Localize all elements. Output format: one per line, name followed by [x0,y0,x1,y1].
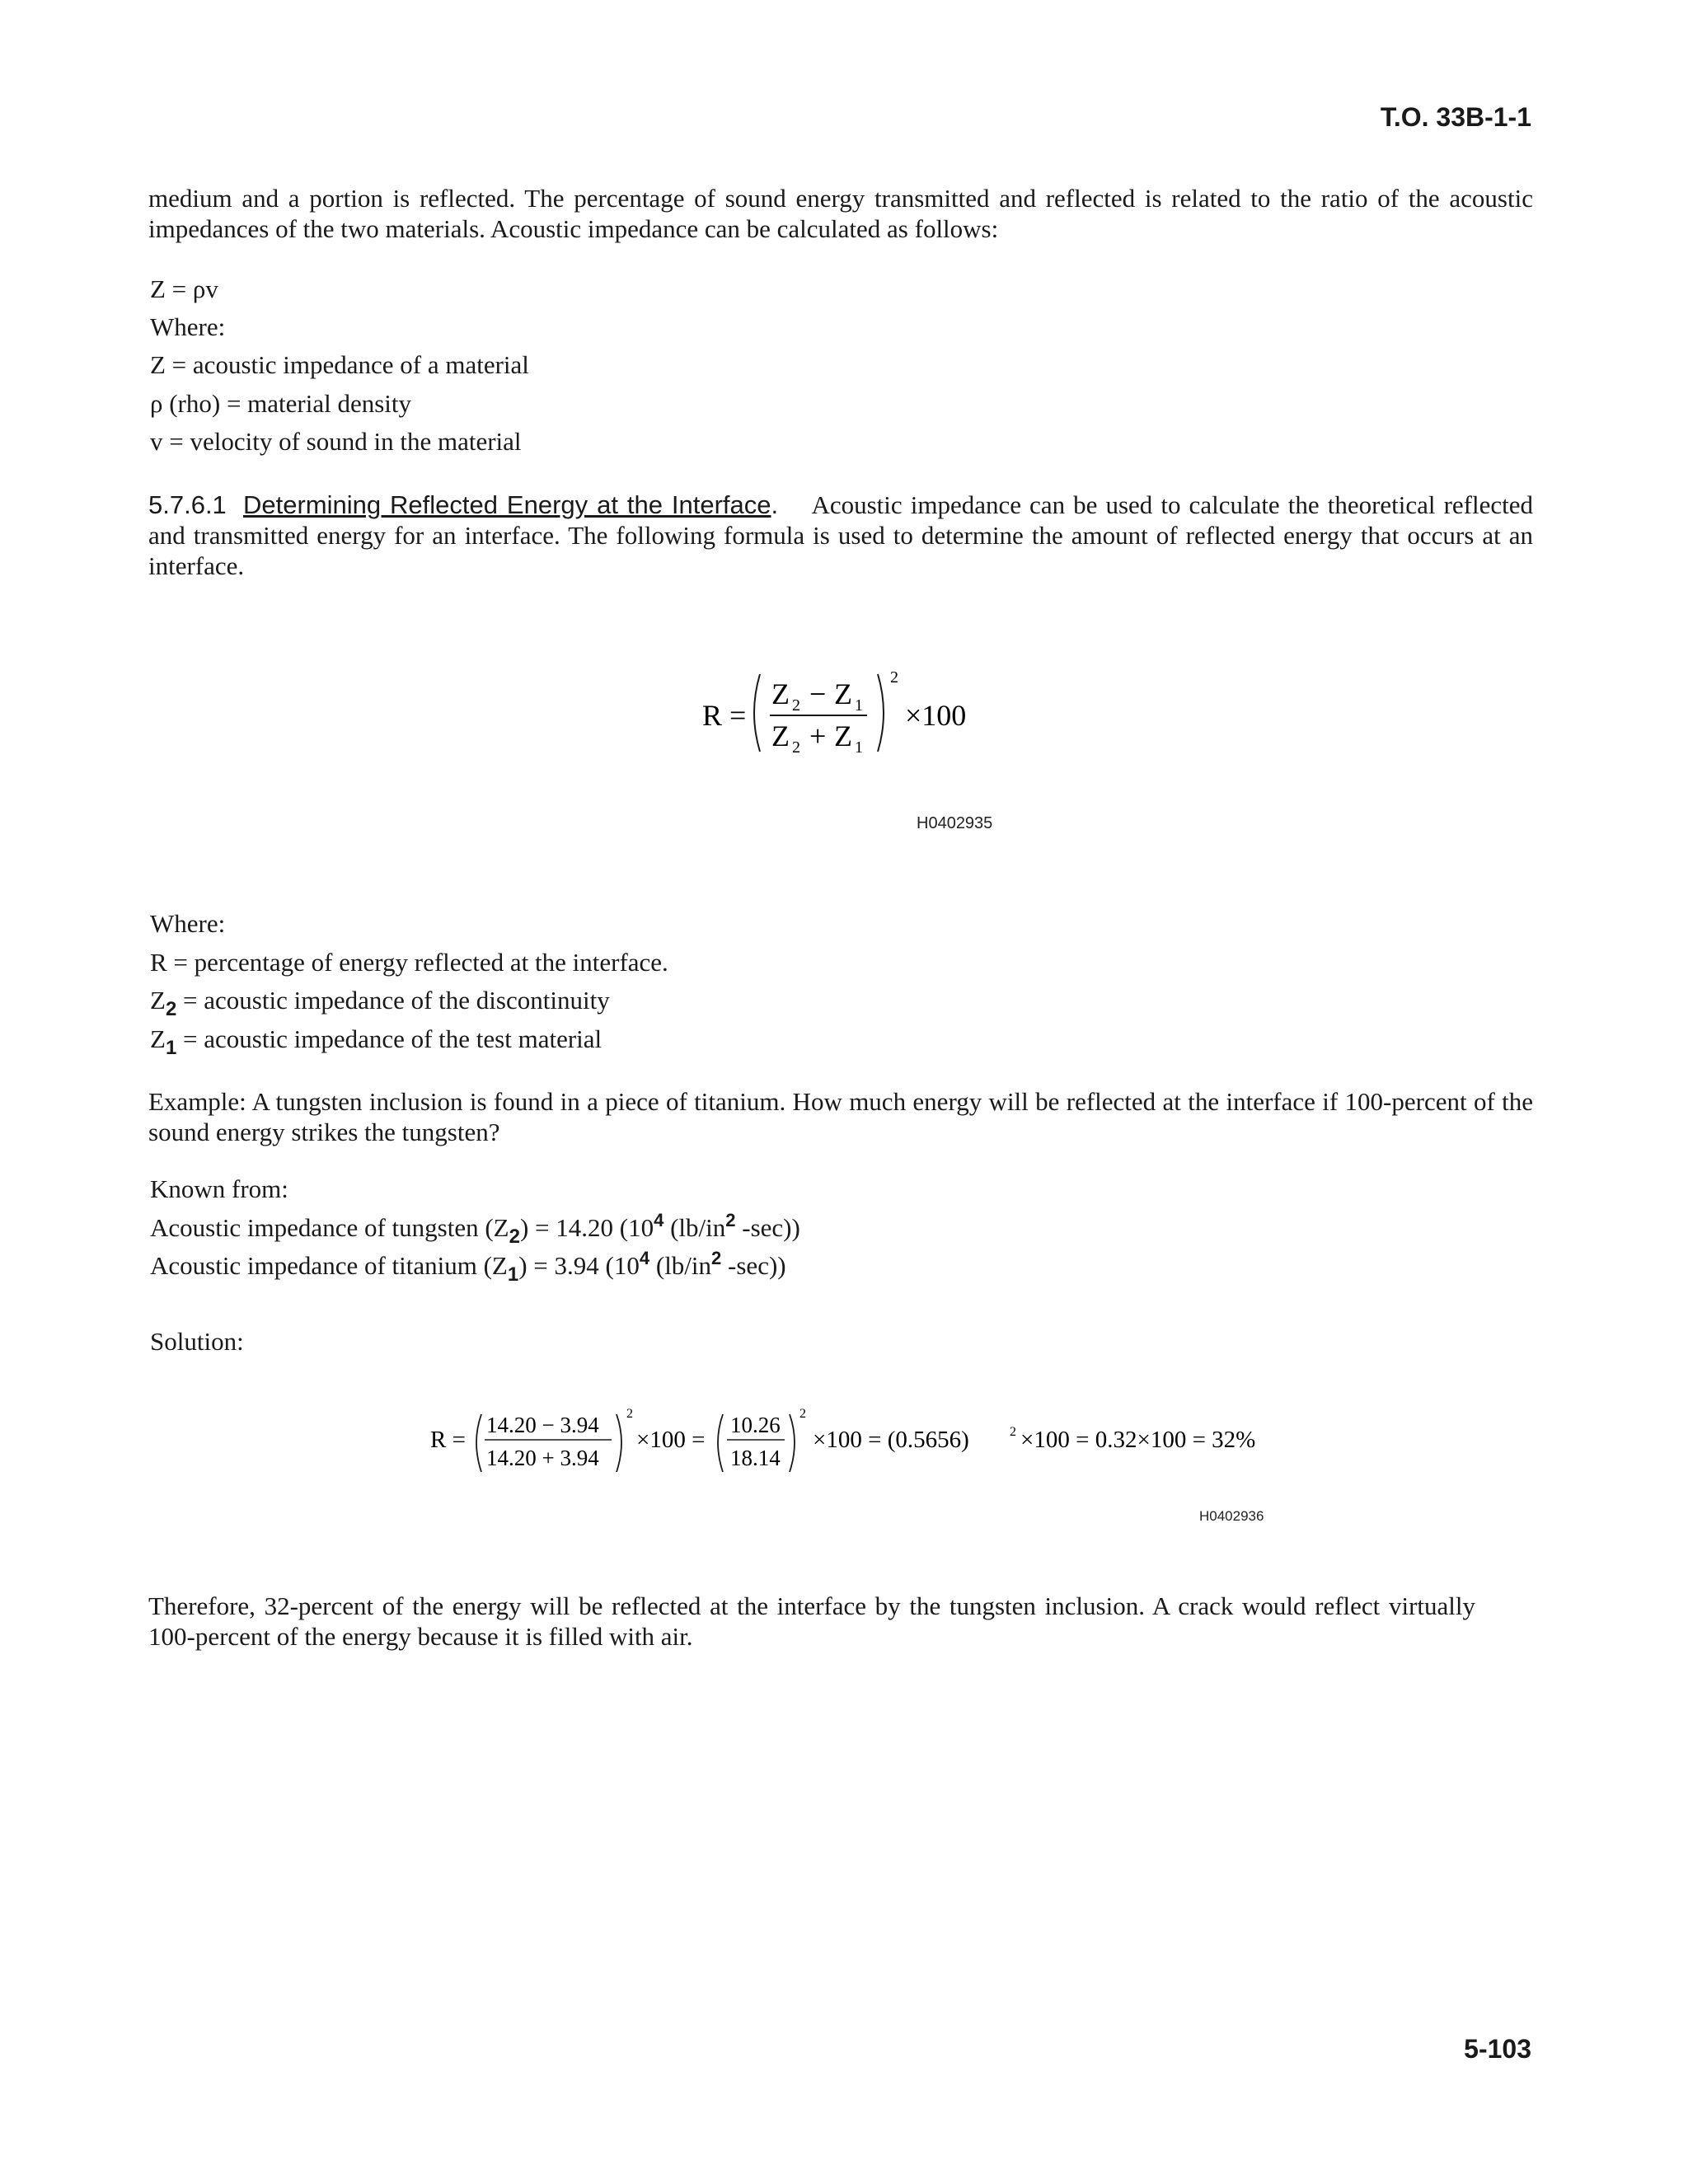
definition-z: Z = acoustic impedance of a material [150,350,529,379]
solution-numerator-2: 10.26 [730,1413,781,1437]
impedance-equation: Z = ρv [150,274,218,303]
tungsten-subscript: 2 [509,1226,520,1248]
where-label-2: Where: [150,909,226,938]
left-paren [754,674,760,752]
tungsten-unit: (lb/in [663,1213,726,1242]
solution-left-paren-1 [476,1414,481,1472]
denominator-z1-sub: 1 [855,738,863,757]
figure-id-2: H0402936 [1199,1508,1264,1524]
titanium-suffix: -sec)) [721,1251,786,1280]
definition-v: v = velocity of sound in the material [150,427,522,456]
figure-id-1: H0402935 [917,814,993,832]
titanium-value: ) = 3.94 (10 [518,1251,640,1280]
numerator-z1-sub: 1 [855,696,863,715]
tungsten-suffix: -sec)) [735,1213,800,1242]
titanium-subscript: 1 [507,1263,519,1286]
titanium-unit: (lb/in [649,1251,712,1280]
denominator-op: + [809,719,827,752]
section-title: Determining Reflected Energy at the Interface [242,490,771,519]
where-label: Where: [150,312,226,341]
section-title-period: . [771,490,779,519]
denominator-z2-sub: 2 [792,738,800,757]
solution-left-paren-2 [718,1414,723,1472]
conclusion-paragraph: Therefore, 32-percent of the energy will be reflected at the interface by the tungsten inclusion. A crack would reflect virtually 100-percent of the energy because it is filled with air. [148,1591,1475,1651]
numerator-z2: Z [771,677,790,710]
tungsten-prefix: Acoustic impedance of tungsten (Z [150,1213,509,1242]
solution-tail: ×100 = 0.32×100 = 32% [1020,1427,1256,1453]
numerator-op: − [809,677,827,710]
titanium-unit-exponent: 2 [711,1248,722,1268]
formula-exponent: 2 [890,668,898,687]
solution-denominator-1: 14.20 + 3.94 [486,1446,599,1470]
solution-exponent-3: 2 [1010,1425,1016,1439]
titanium-prefix: Acoustic impedance of titanium (Z [150,1251,508,1280]
numerator-z1: Z [834,677,852,710]
tungsten-value: ) = 14.20 (10 [519,1213,654,1242]
document-code: T.O. 33B-1-1 [1380,102,1531,132]
section-text: Acoustic impedance can be used to calculate the theoretical reflected and transmitted energy for an interface. The following formula is used to determine the amount of reflected energy that occurs at an interface. [148,490,1534,580]
solution-numerator-1: 14.20 − 3.94 [486,1413,599,1437]
formula-times-100: ×100 [905,699,967,732]
page-number: 5-103 [1464,2034,1531,2064]
solution-times-2: ×100 = (0.5656) [813,1427,969,1453]
definition-z1 [150,1024,603,1059]
known-tungsten [150,1210,800,1248]
numerator-z2-sub: 2 [792,696,800,715]
solution-label: Solution: [150,1327,244,1356]
solution-exponent-1: 2 [626,1407,633,1421]
tungsten-exponent: 4 [654,1210,664,1230]
z2-symbol: Z [150,986,166,1015]
formula-lhs: R = [702,699,747,732]
titanium-exponent: 4 [639,1248,650,1268]
solution-right-paren-2 [790,1414,795,1472]
solution-denominator-2: 18.14 [730,1446,781,1470]
reflection-formula [692,659,989,766]
tungsten-unit-exponent: 2 [725,1210,736,1230]
denominator-z1: Z [834,719,852,752]
definition-rho: ρ (rho) = material density [150,389,412,418]
known-titanium [150,1248,786,1286]
z2-subscript: 2 [165,998,177,1020]
solution-formula [420,1401,1278,1483]
example-paragraph: Example: A tungsten inclusion is found in a piece of titanium. How much energy will be reflected at the interface if 100-percent of the sound energy strikes the tungsten? [148,1087,1533,1146]
solution-exponent-2: 2 [799,1407,806,1421]
definition-r: R = percentage of energy reflected at the interface. [150,948,668,977]
z2-definition: = acoustic impedance of the discontinuity [176,986,610,1015]
denominator-z2: Z [771,719,790,752]
solution-times-1: ×100 = [636,1427,706,1453]
z1-subscript: 1 [165,1037,177,1059]
section-number: 5.7.6.1 [148,490,227,519]
intro-paragraph: medium and a portion is reflected. The percentage of sound energy transmitted and reflected is related to the ratio of the acoustic impedances of the two materials. Acoustic impedance can be calculated as follows: [148,184,1533,243]
solution-right-paren-1 [617,1414,621,1472]
section-paragraph [148,490,1533,581]
solution-lhs: R = [430,1427,466,1453]
definition-z2 [150,986,610,1020]
z1-definition: = acoustic impedance of the test material [176,1024,603,1053]
right-paren [878,674,884,752]
z1-symbol: Z [150,1024,166,1053]
known-from-label: Known from: [150,1174,288,1203]
